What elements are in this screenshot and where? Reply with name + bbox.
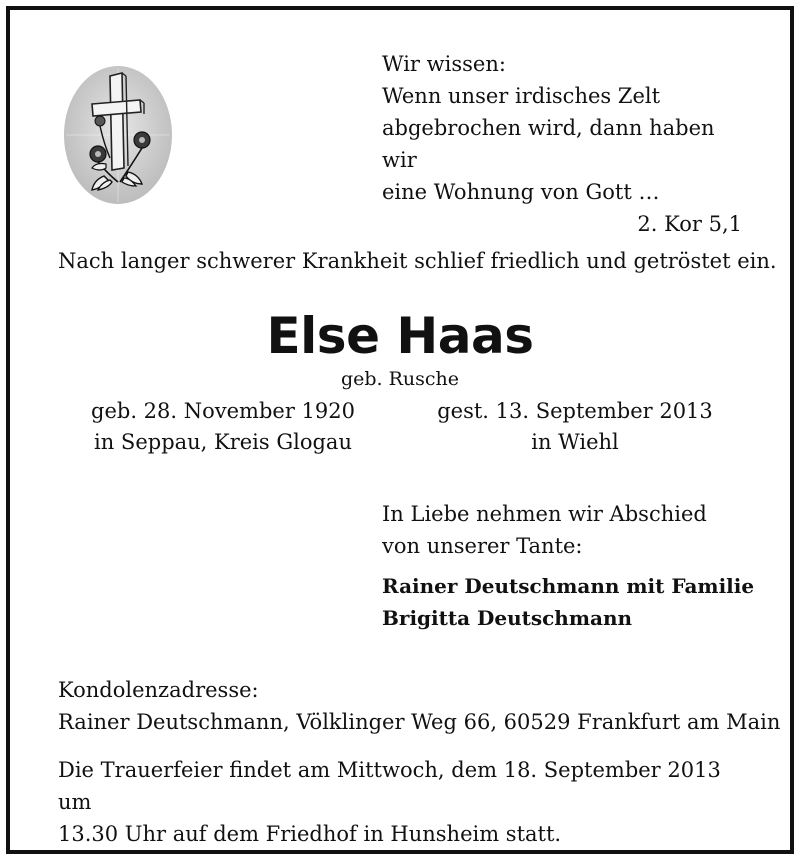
condolence-address bbox=[58, 674, 781, 738]
verse-line: Wenn unser irdisches Zelt bbox=[382, 84, 661, 108]
condolence-address-text: Rainer Deutschmann, Völklinger Weg 66, 60529 Frankfurt am Main bbox=[58, 710, 781, 734]
mourners-list bbox=[382, 570, 782, 634]
birth-info bbox=[58, 396, 388, 458]
mourner-name: Brigitta Deutschmann bbox=[382, 606, 633, 630]
verse-line: abgebrochen wird, dann haben wir bbox=[382, 116, 715, 172]
death-place: in Wiehl bbox=[531, 430, 619, 454]
farewell-text bbox=[382, 498, 762, 562]
intro-text: Nach langer schwerer Krankheit schlief friedlich und getröstet ein. bbox=[58, 249, 777, 273]
bible-verse bbox=[382, 48, 742, 240]
birth-date: geb. 28. November 1920 bbox=[91, 399, 355, 423]
mourner-name: Rainer Deutschmann mit Familie bbox=[382, 574, 755, 598]
death-info bbox=[410, 396, 740, 458]
birth-place: in Seppau, Kreis Glogau bbox=[94, 430, 352, 454]
verse-line: Wir wissen: bbox=[382, 52, 506, 76]
verse-reference: 2. Kor 5,1 bbox=[637, 212, 742, 236]
verse-line: eine Wohnung von Gott … bbox=[382, 180, 660, 204]
service-line: Die Trauerfeier findet am Mittwoch, dem 18. September 2013 um bbox=[58, 758, 721, 814]
service-line: 13.30 Uhr auf dem Friedhof in Hunsheim statt. bbox=[58, 822, 562, 846]
maiden-name: geb. Rusche bbox=[340, 368, 460, 390]
deceased-name: Else Haas bbox=[266, 307, 534, 365]
condolence-label: Kondolenzadresse: bbox=[58, 678, 259, 702]
funeral-service-info bbox=[58, 754, 758, 850]
death-date: gest. 13. September 2013 bbox=[437, 399, 713, 423]
farewell-line: In Liebe nehmen wir Abschied bbox=[382, 502, 707, 526]
farewell-line: von unserer Tante: bbox=[382, 534, 583, 558]
cross-with-flowers-icon bbox=[62, 64, 174, 206]
